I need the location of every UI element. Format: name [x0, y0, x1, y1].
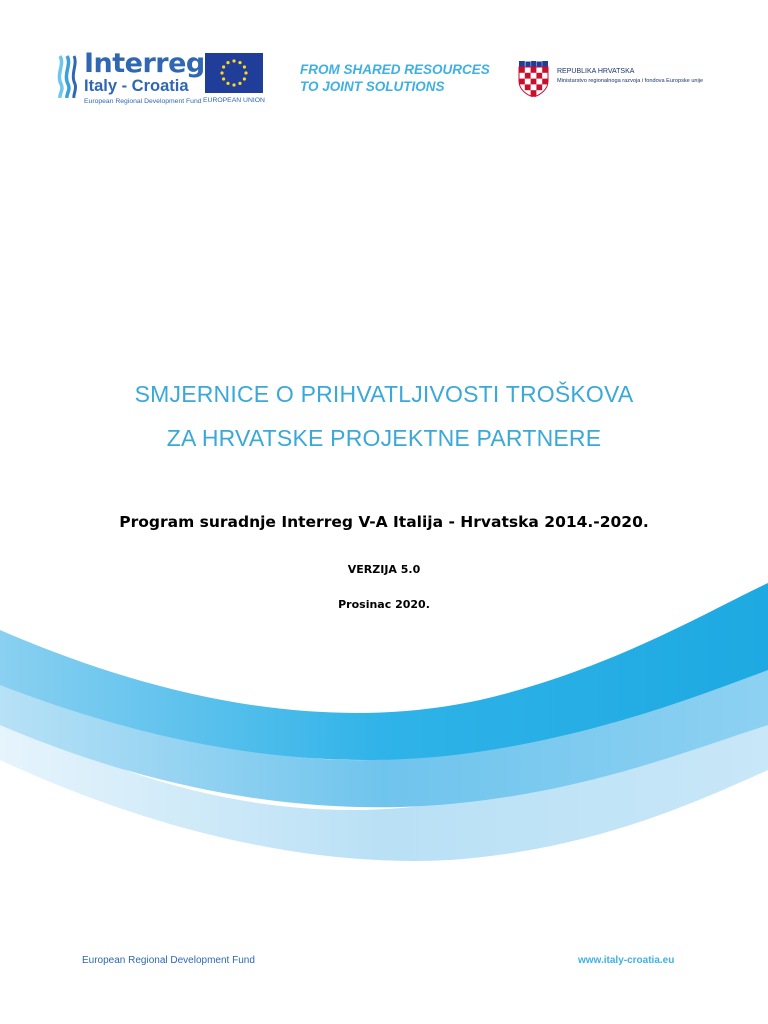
interreg-subtitle: Italy - Croatia — [84, 77, 189, 95]
slogan-line-1: FROM SHARED RESOURCES — [300, 62, 490, 77]
croatia-ministry: Ministarstvo regionalnoga razvoja i fondova Europske unije — [557, 78, 704, 84]
croatia-title: REPUBLIKA HRVATSKA — [557, 68, 635, 75]
eu-label: EUROPEAN UNION — [203, 97, 265, 104]
decorative-wave — [0, 575, 768, 875]
slogan-line-2: TO JOINT SOLUTIONS — [300, 79, 445, 94]
slogan — [300, 61, 490, 95]
footer-fund-label: European Regional Development Fund — [82, 955, 255, 966]
interreg-fund-label: European Regional Development Fund — [84, 98, 202, 105]
croatian-coat-of-arms-icon — [518, 61, 549, 97]
program-name: Program suradnje Interreg V-A Italija - Hrvatska 2014.-2020. — [119, 513, 649, 531]
interreg-name: Interreg — [84, 48, 205, 79]
document-title-line-1: SMJERNICE O PRIHVATLJIVOSTI TROŠKOVA — [134, 381, 634, 407]
document-date: Prosinac 2020. — [338, 598, 430, 611]
interreg-wave-icon — [56, 54, 78, 98]
document-title-line-2: ZA HRVATSKE PROJEKTNE PARTNERE — [166, 425, 602, 451]
eu-flag-icon — [205, 53, 263, 93]
document-version: VERZIJA 5.0 — [347, 563, 421, 576]
footer-website-link[interactable]: www.italy-croatia.eu — [578, 955, 675, 966]
